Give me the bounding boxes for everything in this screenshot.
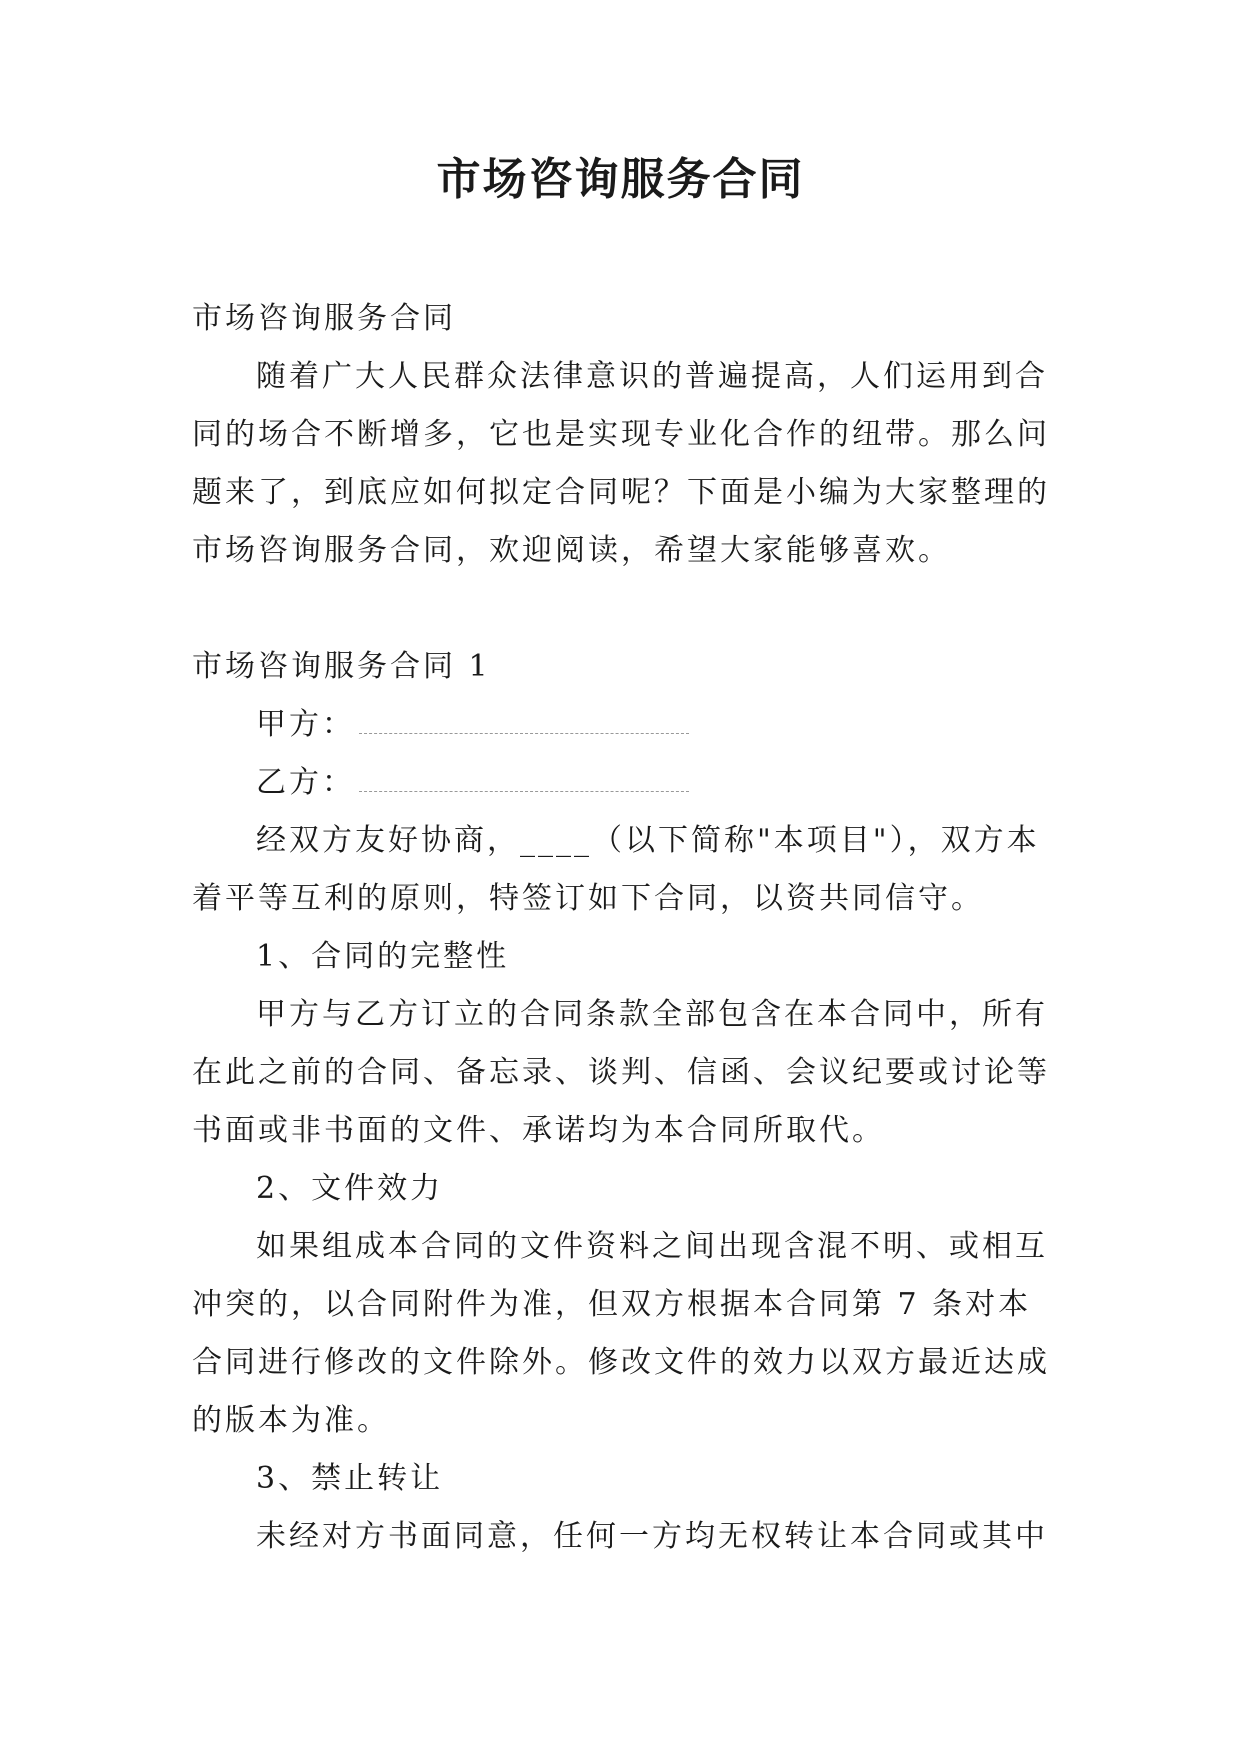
intro-paragraph: 随着广大人民群众法律意识的普遍提高，人们运用到合同的场合不断增多，它也是实现专业化合作的纽带。那么问题来了，到底应如何拟定合同呢？下面是小编为大家整理的市场咨询服务合同，欢迎阅读，希望大家能够喜欢。 [192,359,1050,568]
document-title: 市场咨询服务合同 [436,154,805,205]
party-a-line [192,696,1052,754]
spacer [192,580,1052,638]
clause-3-text: 未经对方书面同意，任何一方均无权转让本合同或其中 [256,1519,1048,1554]
clause-1-heading: 1、合同的完整性 [256,939,510,974]
document-body [192,290,1052,1566]
party-b-line [192,754,1052,812]
section-title: 市场咨询服务合同 1 [192,649,491,684]
party-b-blank[interactable] [359,763,689,792]
party-a-blank[interactable] [359,705,689,734]
clause-2-text: 如果组成本合同的文件资料之间出现含混不明、或相互冲突的，以合同附件为准，但双方根据本合同第 7 条对本合同进行修改的文件除外。修改文件的效力以双方最近达成的版本为准。 [192,1229,1050,1438]
clause-1-text: 甲方与乙方订立的合同条款全部包含在本合同中，所有在此之前的合同、备忘录、谈判、信函、会议纪要或讨论等书面或非书面的文件、承诺均为本合同所取代。 [192,997,1050,1148]
clause-2-heading: 2、文件效力 [256,1171,444,1206]
document-subtitle: 市场咨询服务合同 [192,301,456,336]
party-a-label: 甲方： [256,707,355,742]
preamble-paragraph: 经双方友好协商，____（以下简称"本项目"），双方本着平等互利的原则，特签订如下合同，以资共同信守。 [192,823,1040,916]
party-b-label: 乙方： [256,765,355,800]
clause-3-heading: 3、禁止转让 [256,1461,444,1496]
